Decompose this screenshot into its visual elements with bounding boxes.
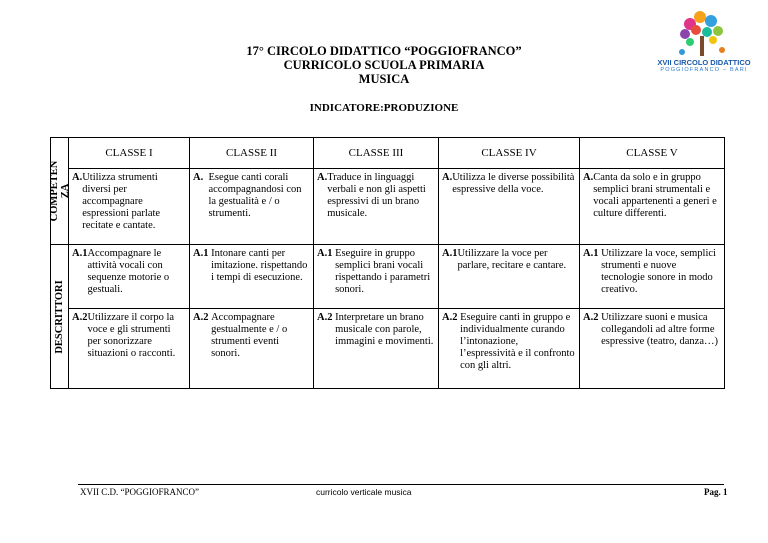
table-cell bbox=[190, 169, 314, 245]
item-text: Eseguire canti in gruppo e individualmente curando l’intonazione, l’espressività e il confronto con gli altri. bbox=[460, 312, 575, 371]
item-code: A.2 bbox=[583, 312, 602, 323]
table-cell bbox=[190, 245, 314, 309]
table-cell bbox=[190, 309, 314, 389]
table-cell bbox=[580, 169, 725, 245]
table-cell bbox=[69, 245, 190, 309]
item-text: Utilizza strumenti diversi per accompagnare espressioni parlate recitate e cantate. bbox=[82, 172, 161, 231]
item-code: A. bbox=[583, 172, 594, 183]
item-code: A.1 bbox=[583, 248, 602, 259]
item-code: A.2 bbox=[193, 312, 212, 323]
item-code: A.2 bbox=[442, 312, 461, 323]
competenza-label: COMPETEN ZA bbox=[48, 160, 71, 222]
descrittori-label: DESCRITTORI bbox=[53, 279, 65, 354]
item-text: Utilizza le diverse possibilità espressive della voce. bbox=[452, 172, 575, 195]
table-cell bbox=[314, 245, 439, 309]
item-code: A.1 bbox=[193, 248, 212, 259]
item-code: A. bbox=[317, 172, 328, 183]
item-code: A. bbox=[193, 172, 209, 183]
column-header: CLASSE IV bbox=[439, 138, 580, 169]
table-cell bbox=[314, 169, 439, 245]
table-cell bbox=[580, 245, 725, 309]
title-curriculum: CURRICOLO SCUOLA PRIMARIA bbox=[283, 58, 485, 72]
item-text: Utilizzare la voce, semplici strumenti e nuove tecnologie sonore in modo creativo. bbox=[601, 248, 716, 295]
table-cell bbox=[580, 309, 725, 389]
item-text: Interpretare un brano musicale con parole, immagini e movimenti. bbox=[335, 312, 434, 347]
page-number: Pag. 1 bbox=[704, 487, 728, 497]
title-subject: MUSICA bbox=[358, 72, 410, 86]
footer-center: curricolo verticale musica bbox=[316, 487, 412, 497]
table-cell bbox=[69, 309, 190, 389]
descrittori-label-cell bbox=[51, 245, 69, 389]
column-header: CLASSE V bbox=[580, 138, 725, 169]
footer-left: XVII C.D. “POGGIOFRANCO” bbox=[80, 487, 199, 497]
item-code: A.2 bbox=[317, 312, 336, 323]
table-cell bbox=[314, 309, 439, 389]
item-code: A. bbox=[442, 172, 453, 183]
item-text: Esegue canti corali accompagnandosi con la gestualità e / o strumenti. bbox=[208, 172, 302, 219]
table-cell bbox=[69, 169, 190, 245]
column-header: CLASSE II bbox=[190, 138, 314, 169]
item-text: Eseguire in gruppo semplici brani vocali rispettando i parametri sonori. bbox=[335, 248, 431, 295]
logo-subtitle: POGGIOFRANCO – BARI bbox=[660, 67, 748, 73]
competenza-label-cell bbox=[48, 138, 71, 245]
item-text: Utilizzare la voce per parlare, recitare e cantare. bbox=[457, 248, 567, 271]
item-text: Traduce in linguaggi verbali e non gli aspetti espressivi di un brano musicale. bbox=[327, 172, 426, 219]
table-cell bbox=[439, 245, 580, 309]
item-code: A.1 bbox=[72, 248, 88, 259]
footer-divider bbox=[78, 484, 724, 485]
item-text: Utilizzare il corpo la voce e gli strumenti per sonorizzare situazioni o racconti. bbox=[87, 312, 176, 359]
column-header: CLASSE I bbox=[69, 138, 190, 169]
logo-title: XVII CIRCOLO DIDATTICO bbox=[657, 58, 751, 67]
column-header: CLASSE III bbox=[314, 138, 439, 169]
table-cell bbox=[439, 169, 580, 245]
item-code: A.1 bbox=[442, 248, 458, 259]
indicator-label: INDICATORE:PRODUZIONE bbox=[309, 102, 459, 114]
item-text: Canta da solo e in gruppo semplici brani strumentali e vocali appartenenti a generi e culture differenti. bbox=[593, 172, 717, 219]
item-code: A.2 bbox=[72, 312, 88, 323]
item-code: A.1 bbox=[317, 248, 336, 259]
table-cell bbox=[439, 309, 580, 389]
item-text: Utilizzare suoni e musica collegandoli ad altre forme espressive (teatro, danza…) bbox=[601, 312, 718, 347]
title-school: 17° CIRCOLO DIDATTICO “POGGIOFRANCO” bbox=[246, 44, 522, 58]
item-text: Accompagnare gestualmente e / o strumenti eventi sonori. bbox=[211, 312, 288, 359]
item-text: Intonare canti per imitazione. rispettando i tempi di esecuzione. bbox=[211, 248, 308, 283]
curriculum-table bbox=[50, 137, 725, 389]
item-text: Accompagnare le attività vocali con sequenze motorie o gestuali. bbox=[87, 248, 170, 295]
item-code: A. bbox=[72, 172, 83, 183]
